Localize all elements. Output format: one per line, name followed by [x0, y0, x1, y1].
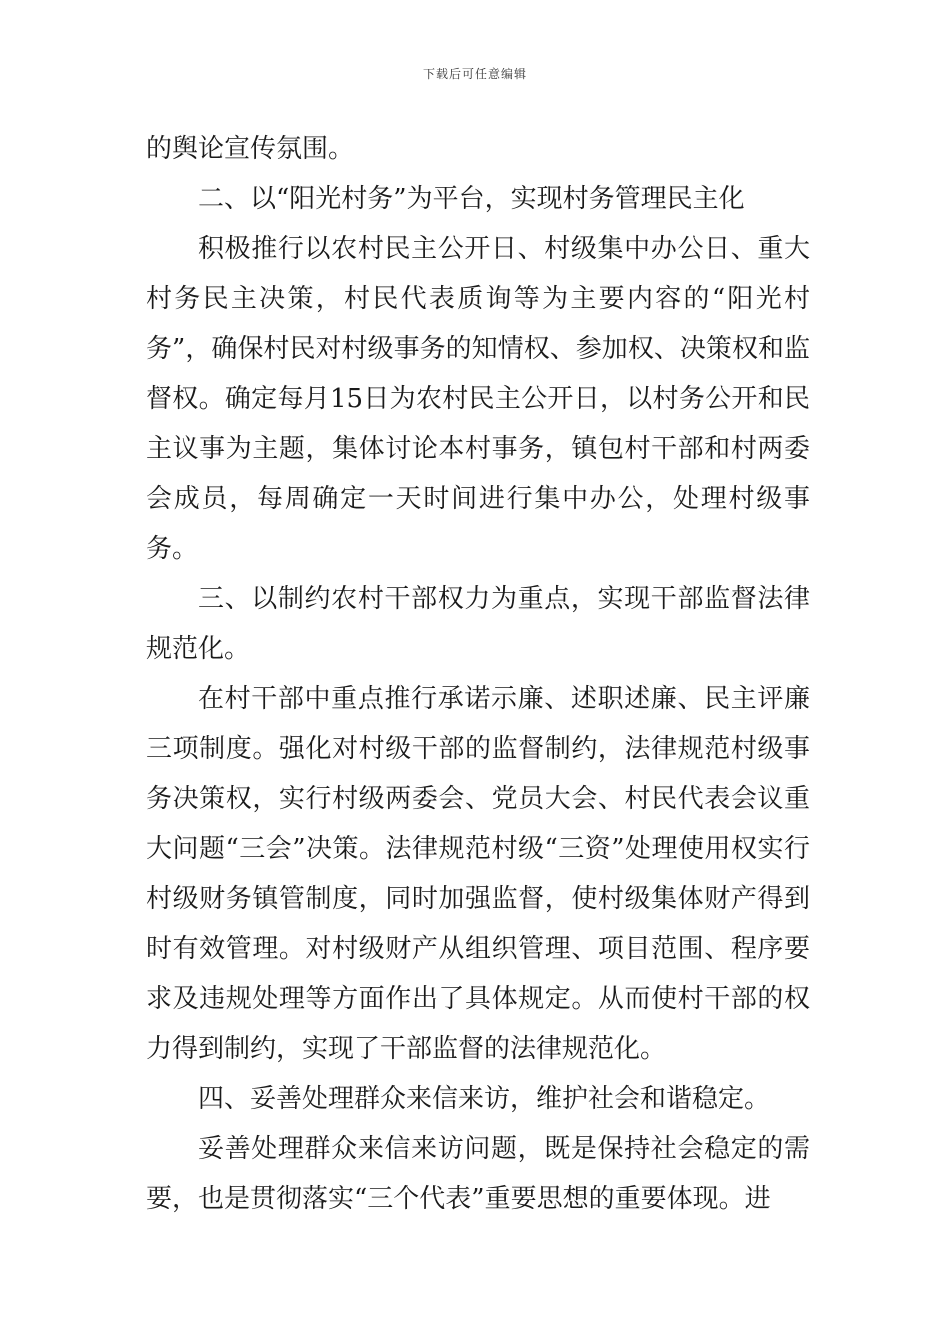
paragraph-section-4: 妥善处理群众来信来访问题，既是保持社会稳定的需要，也是贯彻落实“三个代表”重要思想的重要体现。进: [146, 1134, 810, 1214]
section-heading-2: 二、以“阳光村务”为平台，实现村务管理民主化: [198, 184, 745, 214]
section-heading-3: 三、以制约农村干部权力为重点，实现干部监督法律规范化。: [146, 584, 810, 664]
paragraph-section-2: 积极推行以农村民主公开日、村级集中办公日、重大村务民主决策，村民代表质询等为主要内容的“阳光村务”，确保村民对村级事务的知情权、参加权、决策权和监督权。确定每月15日为农村民主公开日，以村务公开和民主议事为主题，集体讨论本村事务，镇包村干部和村两委会成员，每周确定一天时间进行集中办公，处理村级事务。: [146, 234, 810, 564]
page-header: 下载后可任意编辑: [422, 67, 527, 81]
paragraph-section-3: 在村干部中重点推行承诺示廉、述职述廉、民主评廉三项制度。强化对村级干部的监督制约，法律规范村级事务决策权，实行村级两委会、党员大会、村民代表会议重大问题“三会”决策。法律规范村级“三资”处理使用权实行村级财务镇管制度，同时加强监督，使村级集体财产得到时有效管理。对村级财产从组织管理、项目范围、程序要求及违规处理等方面作出了具体规定。从而使村干部的权力得到制约，实现了干部监督的法律规范化。: [146, 684, 810, 1064]
section-heading-4: 四、妥善处理群众来信来访，维护社会和谐稳定。: [198, 1084, 771, 1114]
document-body: [146, 124, 810, 1224]
paragraph-continuation: 的舆论宣传氛围。: [146, 134, 355, 164]
